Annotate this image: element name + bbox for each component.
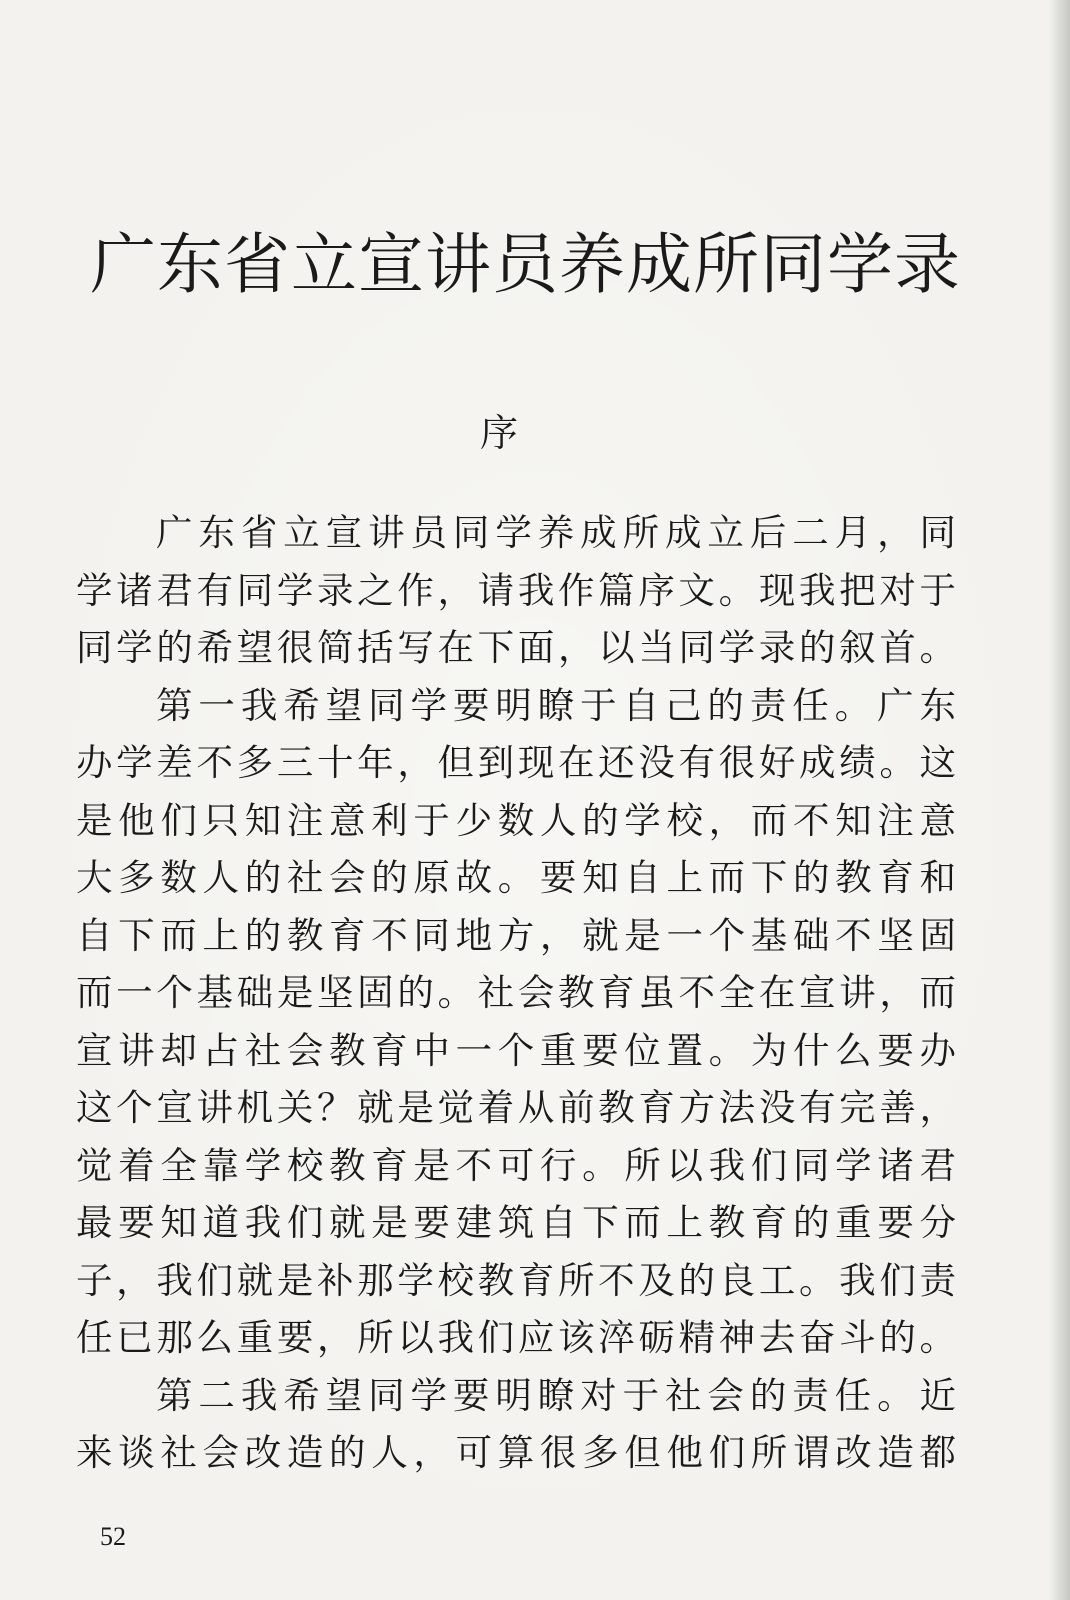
text-line: 任已那么重要，所以我们应该淬砺精神去奋斗的。 [76, 1316, 956, 1359]
page-edge-shadow [1048, 0, 1070, 1600]
text-line: 同学的希望很简括写在下面，以当同学录的叙首。 [76, 626, 956, 669]
text-line: 自下而上的教育不同地方，就是一个基础不坚固 [76, 914, 956, 957]
text-line: 这个宣讲机关？就是觉着从前教育方法没有完善， [76, 1086, 956, 1129]
text-line: 是他们只知注意利于少数人的学校，而不知注意 [76, 799, 956, 842]
text-line: 第二我希望同学要明瞭对于社会的责任。近 [156, 1374, 956, 1417]
text-line: 最要知道我们就是要建筑自下而上教育的重要分 [76, 1201, 956, 1244]
text-line: 学诸君有同学录之作，请我作篇序文。现我把对于 [76, 569, 956, 612]
text-line: 而一个基础是坚固的。社会教育虽不全在宣讲，而 [76, 971, 956, 1014]
text-line: 大多数人的社会的原故。要知自上而下的教育和 [76, 856, 956, 899]
text-line: 广东省立宣讲员同学养成所成立后二月，同 [156, 511, 956, 554]
text-line: 觉着全靠学校教育是不可行。所以我们同学诸君 [76, 1144, 956, 1187]
text-line: 办学差不多三十年，但到现在还没有很好成绩。这 [76, 741, 956, 784]
section-heading-preface: 序 [480, 411, 519, 455]
text-line: 来谈社会改造的人，可算很多但他们所谓改造都 [76, 1431, 956, 1474]
text-line: 子，我们就是补那学校教育所不及的良工。我们责 [76, 1259, 956, 1302]
text-line: 宣讲却占社会教育中一个重要位置。为什么要办 [76, 1029, 956, 1072]
page-number: 52 [100, 1522, 126, 1551]
text-line: 第一我希望同学要明瞭于自己的责任。广东 [156, 684, 956, 727]
document-title: 广东省立宣讲员养成所同学录 [90, 226, 961, 303]
